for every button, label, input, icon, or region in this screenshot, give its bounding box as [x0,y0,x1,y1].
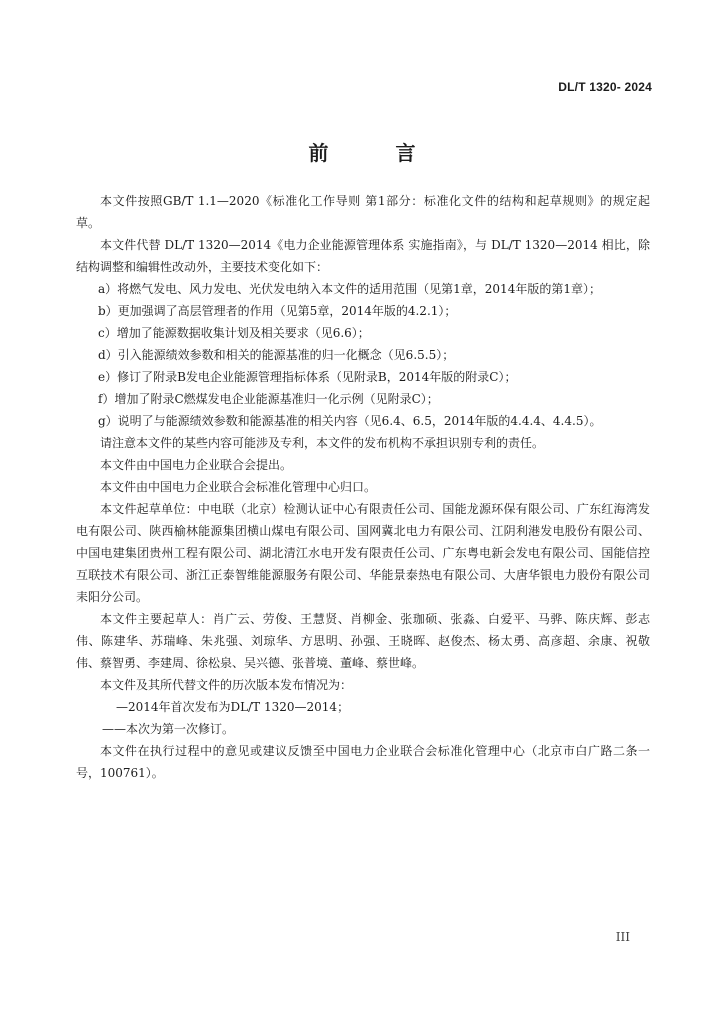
drafting-personnel: 本文件主要起草人：肖广云、劳俊、王慧贤、肖柳金、张珈硕、张淼、白爱平、马骅、陈庆辉、彭志伟、陈建华、苏瑞峰、朱兆强、刘琼华、方思明、孙强、王晓晖、赵俊杰、杨太勇、高彦超、余康、祝敬伟、蔡智勇、李建周、徐松泉、吴兴德、张普境、董峰、蔡世峰。 [76,612,650,670]
custodian-statement: 本文件由中国电力企业联合会标准化管理中心归口。 [100,480,377,494]
technical-change-d: d）引入能源绩效参数和相关的能源基准的归一化概念（见6.5.5）； [98,348,455,362]
technical-change-c: c）增加了能源数据收集计划及相关要求（见6.6）； [98,326,370,340]
technical-change-e: e）修订了附录B发电企业能源管理指标体系（见附录B，2014年版的附录C）； [98,370,517,384]
feedback-address: 本文件在执行过程中的意见或建议反馈至中国电力企业联合会标准化管理中心（北京市白广路二条一号，100761）。 [76,744,650,780]
patent-notice: 请注意本文件的某些内容可能涉及专利，本文件的发布机构不承担识别专利的责任。 [100,436,545,450]
technical-change-g: g）说明了与能源绩效参数和能源基准的相关内容（见6.4、6.5，2014年版的4.4.4、4.4.5）。 [98,414,602,428]
technical-change-a: a）将燃气发电、风力发电、光伏发电纳入本文件的适用范围（见第1章，2014年版的第1章）； [98,282,601,296]
proposer-statement: 本文件由中国电力企业联合会提出。 [100,458,293,472]
technical-change-b: b）更加强调了高层管理者的作用（见第5章，2014年版的4.2.1）； [98,304,457,318]
foreword-body [76,190,650,784]
replacement-statement-paragraph: 本文件代替 DL/T 1320—2014《电力企业能源管理体系 实施指南》，与 DL/T 1320—2014 相比，除结构调整和编辑性改动外，主要技术变化如下： [76,238,650,274]
technical-change-f: f）增加了附录C燃煤发电企业能源基准归一化示例（见附录C）； [98,392,439,406]
edition-history-2014: —2014年首次发布为DL/T 1320—2014； [116,700,350,714]
document-code: DL/T 1320- 2024 [558,80,652,94]
drafting-organizations: 本文件起草单位：中电联（北京）检测认证中心有限责任公司、国能龙源环保有限公司、广东红海湾发电有限公司、陕西榆林能源集团横山煤电有限公司、国网冀北电力有限公司、江阴利港发电股份有限公司、中国电建集团贵州工程有限公司、湖北清江水电开发有限责任公司、广东粤电新会发电有限公司、国能信控互联技术有限公司、浙江正泰智维能源服务有限公司、华能景泰热电有限公司、大唐华银电力股份有限公司耒阳分公司。 [76,502,650,604]
edition-history-heading: 本文件及其所代替文件的历次版本发布情况为： [100,678,353,692]
drafting-rule-paragraph: 本文件按照GB/T 1.1—2020《标准化工作导则 第1部分：标准化文件的结构和起草规则》的规定起草。 [76,194,650,230]
page-number: III [615,930,630,944]
edition-history-current: ——本次为第一次修订。 [102,722,235,736]
page-title: 前 言 [308,141,446,165]
